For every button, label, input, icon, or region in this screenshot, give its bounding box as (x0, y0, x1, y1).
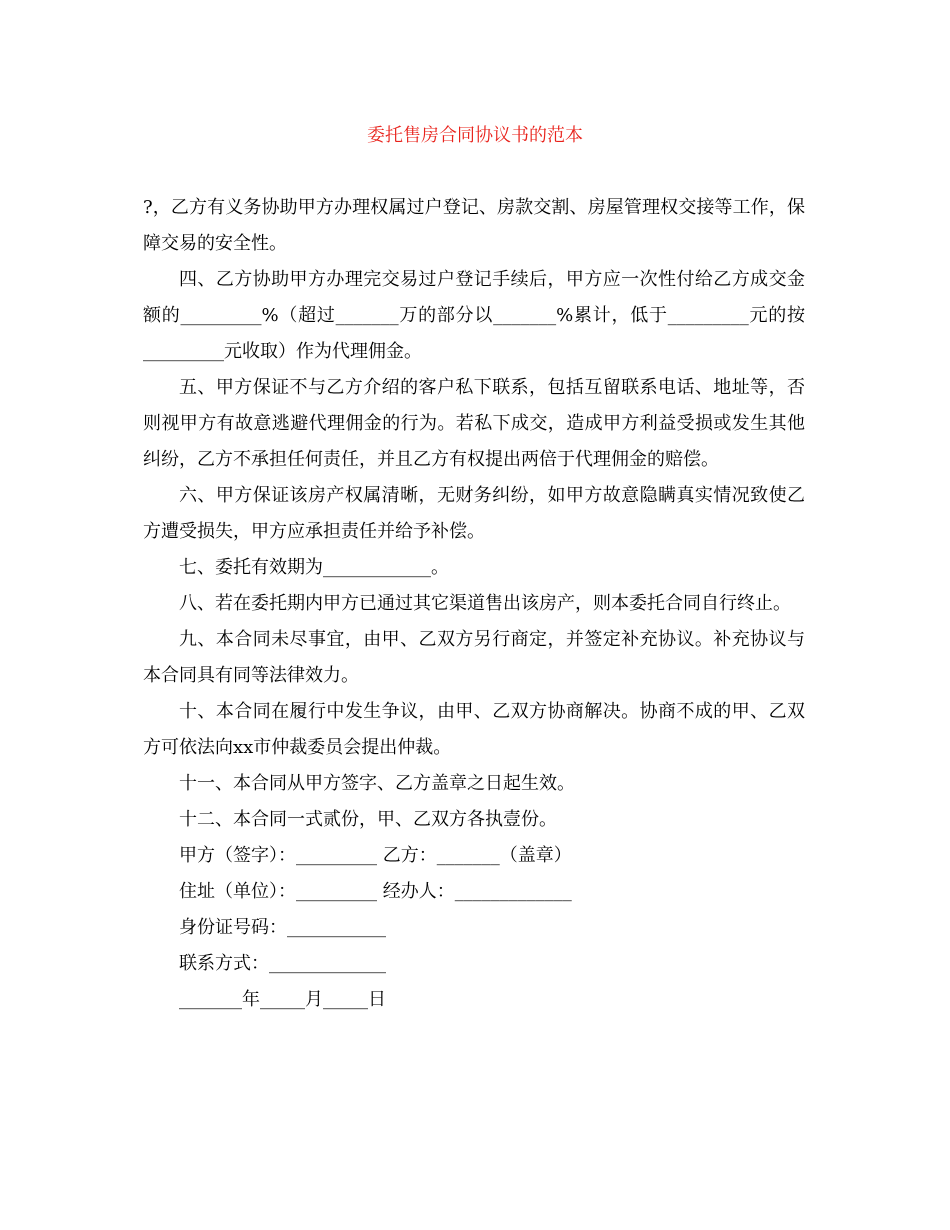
paragraph-intro: ?，乙方有义务协助甲方办理权属过户登记、房款交割、房屋管理权交接等工作，保障交易的安全性。 (143, 197, 805, 254)
paragraph-clause-6: 六、甲方保证该房产权属清晰，无财务纠纷，如甲方故意隐瞒真实情况致使乙方遭受损失，甲方应承担责任并给予补偿。 (143, 485, 805, 542)
signature-date-line: _______年_____月_____日 (179, 989, 386, 1010)
signature-contact-line: 联系方式：_____________ (179, 953, 386, 974)
signature-party-line: 甲方（签字）：_________ 乙方：_______（盖章） (179, 845, 572, 866)
signature-address-line: 住址（单位）：_________ 经办人：_____________ (179, 881, 572, 902)
signature-id-line: 身份证号码：___________ (179, 917, 386, 938)
paragraph-clause-9: 九、本合同未尽事宜，由甲、乙双方另行商定，并签定补充协议。补充协议与本合同具有同等法律效力。 (143, 629, 805, 686)
paragraph-clause-7: 七、委托有效期为____________。 (179, 557, 449, 578)
document-title: 委托售房合同协议书的范本 (367, 125, 583, 146)
paragraph-clause-11: 十一、本合同从甲方签字、乙方盖章之日起生效。 (179, 773, 575, 794)
document-body (143, 190, 805, 1018)
paragraph-clause-5: 五、甲方保证不与乙方介绍的客户私下联系，包括互留联系电话、地址等，否则视甲方有故意逃避代理佣金的行为。若私下成交，造成甲方利益受损或发生其他纠纷，乙方不承担任何责任，并且乙方有权提出两倍于代理佣金的赔偿。 (143, 377, 805, 470)
paragraph-clause-12: 十二、本合同一式贰份，甲、乙双方各执壹份。 (179, 809, 557, 830)
paragraph-clause-8: 八、若在委托期内甲方已通过其它渠道售出该房产，则本委托合同自行终止。 (179, 593, 791, 614)
paragraph-clause-4: 四、乙方协助甲方办理完交易过户登记手续后，甲方应一次性付给乙方成交金额的_________%（超过_______万的部分以_______%累计，低于_________元的按_________元收取）作为代理佣金。 (143, 269, 805, 362)
paragraph-clause-10: 十、本合同在履行中发生争议，由甲、乙双方协商解决。协商不成的甲、乙双方可依法向xx市仲裁委员会提出仲裁。 (143, 701, 805, 758)
